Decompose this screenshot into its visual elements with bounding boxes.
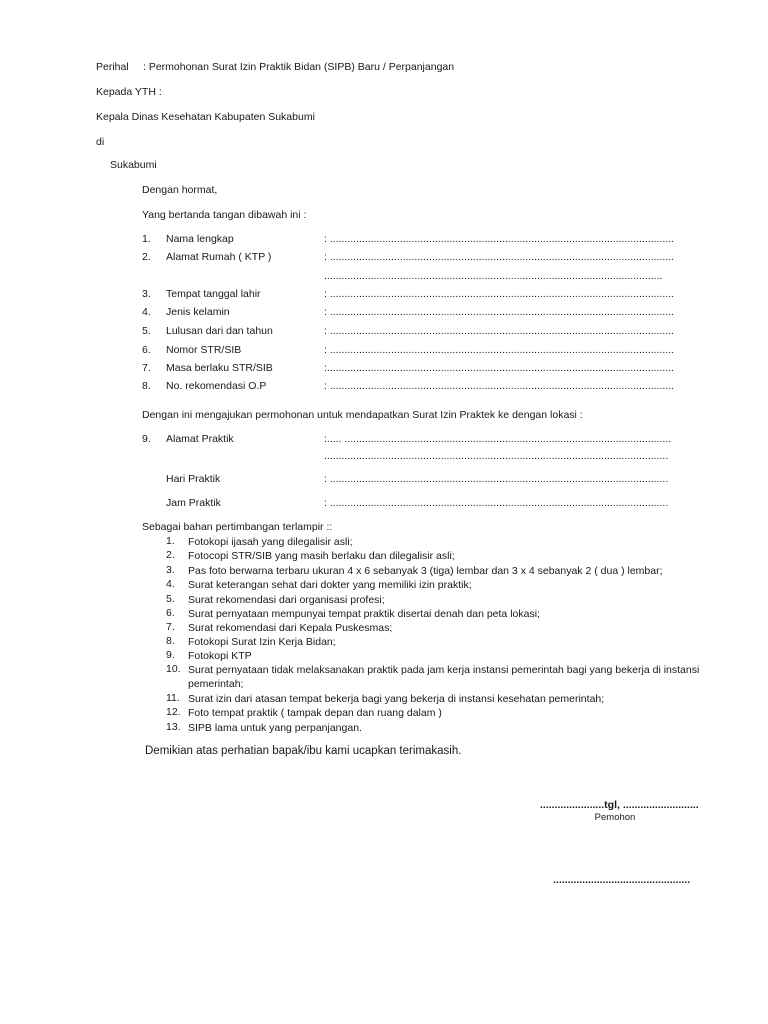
field-label: Alamat Rumah ( KTP )	[166, 251, 272, 263]
attachment-text: Pas foto berwarna terbaru ukuran 4 x 6 sebanyak 3 (tiga) lembar dan 3 x 4 sebanyak 2 ( dua ) lembar;	[188, 565, 663, 577]
field-row	[0, 306, 768, 320]
field-number: 8.	[142, 380, 151, 392]
attachment-text: Fotocopi STR/SIB yang masih berlaku dan dilegalisir asli;	[188, 550, 455, 562]
field-blank: ......................................................................................................................	[324, 450, 669, 462]
field-blank: : ....................................................................................................................	[324, 473, 669, 485]
greeting: Dengan hormat,	[142, 184, 218, 196]
attachment-number: 9.	[166, 649, 175, 661]
attachment-number: 8.	[166, 635, 175, 647]
field-blank: : ......................................................................................................................	[324, 344, 675, 356]
request-paragraph: Dengan ini mengajukan permohonan untuk mendapatkan Surat Izin Praktek ke dengan lokasi :	[142, 409, 583, 421]
field-blank: : ....................................................................................................................	[324, 497, 669, 509]
field-row	[0, 288, 768, 302]
field-number: 4.	[142, 306, 151, 318]
attachment-number: 4.	[166, 578, 175, 590]
attachment-number: 1.	[166, 535, 175, 547]
field-blank: : ......................................................................................................................	[324, 325, 675, 337]
field-label: Nama lengkap	[166, 233, 234, 245]
field-label: Alamat Praktik	[166, 433, 234, 445]
perihal-label: Perihal	[96, 61, 129, 73]
attachment-number: 11.	[166, 692, 180, 704]
field-number: 7.	[142, 362, 151, 374]
attachment-text: Surat rekomendasi dari Kepala Puskesmas;	[188, 622, 393, 634]
field-label: Jenis kelamin	[166, 306, 230, 318]
attachment-text: Surat izin dari atasan tempat bekerja bagi yang bekerja di instansi kesehatan pemerintah;	[188, 693, 605, 705]
field-label: No. rekomendasi O.P	[166, 380, 267, 392]
field-blank: : ......................................................................................................................	[324, 251, 675, 263]
signature-line: ...............................................	[553, 874, 691, 886]
field-label: Lulusan dari dan tahun	[166, 325, 273, 337]
field-label: Tempat tanggal lahir	[166, 288, 261, 300]
attachment-number: 7.	[166, 621, 175, 633]
practice-row	[0, 473, 768, 487]
field-number: 2.	[142, 251, 151, 263]
field-row	[0, 362, 768, 376]
intro: Yang bertanda tangan dibawah ini :	[142, 209, 307, 221]
attachment-text: Surat rekomendasi dari organisasi profesi;	[188, 594, 385, 606]
practice-row	[0, 433, 768, 447]
field-blank: :..... ................................................................................................................	[324, 433, 672, 445]
attachment-number: 12.	[166, 706, 181, 718]
closing-sentence: Demikian atas perhatian bapak/ibu kami ucapkan terimakasih.	[145, 745, 462, 757]
attachment-number: 13.	[166, 721, 181, 733]
attachment-text: Fotokopi KTP	[188, 650, 252, 662]
field-row	[0, 233, 768, 247]
perihal-value: : Permohonan Surat Izin Praktik Bidan (SIPB) Baru / Perpanjangan	[143, 61, 455, 73]
attachment-text: Surat pernyataan mempunyai tempat praktik disertai denah dan peta lokasi;	[188, 608, 540, 620]
field-row	[0, 380, 768, 394]
city: Sukabumi	[110, 159, 157, 171]
field-number: 1.	[142, 233, 151, 245]
attachment-text: Surat pernyataan tidak melaksanakan praktik pada jam kerja instansi pemerintah bagi yang bekerja di instansi pemerintah;	[188, 664, 700, 690]
field-blank: : ......................................................................................................................	[324, 380, 675, 392]
field-number: 5.	[142, 325, 151, 337]
kepada-label: Kepada YTH :	[96, 86, 162, 98]
attachment-text: SIPB lama untuk yang perpanjangan.	[188, 722, 362, 734]
field-blank: :.......................................................................................................................	[324, 362, 675, 374]
attachment-number: 3.	[166, 564, 175, 576]
attachment-text: Fotokopi ijasah yang dilegalisir asli;	[188, 536, 353, 548]
field-label: Jam Praktik	[166, 497, 221, 509]
field-row	[0, 251, 768, 265]
attachment-number: 6.	[166, 607, 175, 619]
di-label: di	[96, 136, 105, 148]
field-row	[0, 325, 768, 339]
attachment-number: 2.	[166, 549, 175, 561]
practice-row	[0, 450, 768, 464]
field-label: Nomor STR/SIB	[166, 344, 242, 356]
field-blank: ....................................................................................................................	[324, 270, 663, 282]
field-number: 9.	[142, 433, 151, 445]
attachment-text: Surat keterangan sehat dari dokter yang memiliki izin praktik;	[188, 579, 472, 591]
attachment-text: Foto tempat praktik ( tampak depan dan ruang dalam )	[188, 707, 442, 719]
field-row	[0, 270, 768, 284]
field-blank: : ......................................................................................................................	[324, 233, 675, 245]
field-blank: : ......................................................................................................................	[324, 306, 675, 318]
field-label: Hari Praktik	[166, 473, 221, 485]
attachment-number: 10.	[166, 663, 181, 675]
attachments-intro: Sebagai bahan pertimbangan terlampir ::	[142, 521, 333, 533]
field-row	[0, 344, 768, 358]
field-number: 3.	[142, 288, 151, 300]
recipient: Kepala Dinas Kesehatan Kabupaten Sukabumi	[96, 111, 315, 123]
pemohon-label: Pemohon	[594, 812, 636, 823]
field-label: Masa berlaku STR/SIB	[166, 362, 273, 374]
attachment-number: 5.	[166, 593, 175, 605]
field-blank: : ......................................................................................................................	[324, 288, 675, 300]
practice-row	[0, 497, 768, 511]
field-number: 6.	[142, 344, 151, 356]
date-line: ......................tgl, ..........................	[540, 799, 699, 811]
attachment-text: Fotokopi Surat Izin Kerja Bidan;	[188, 636, 336, 648]
